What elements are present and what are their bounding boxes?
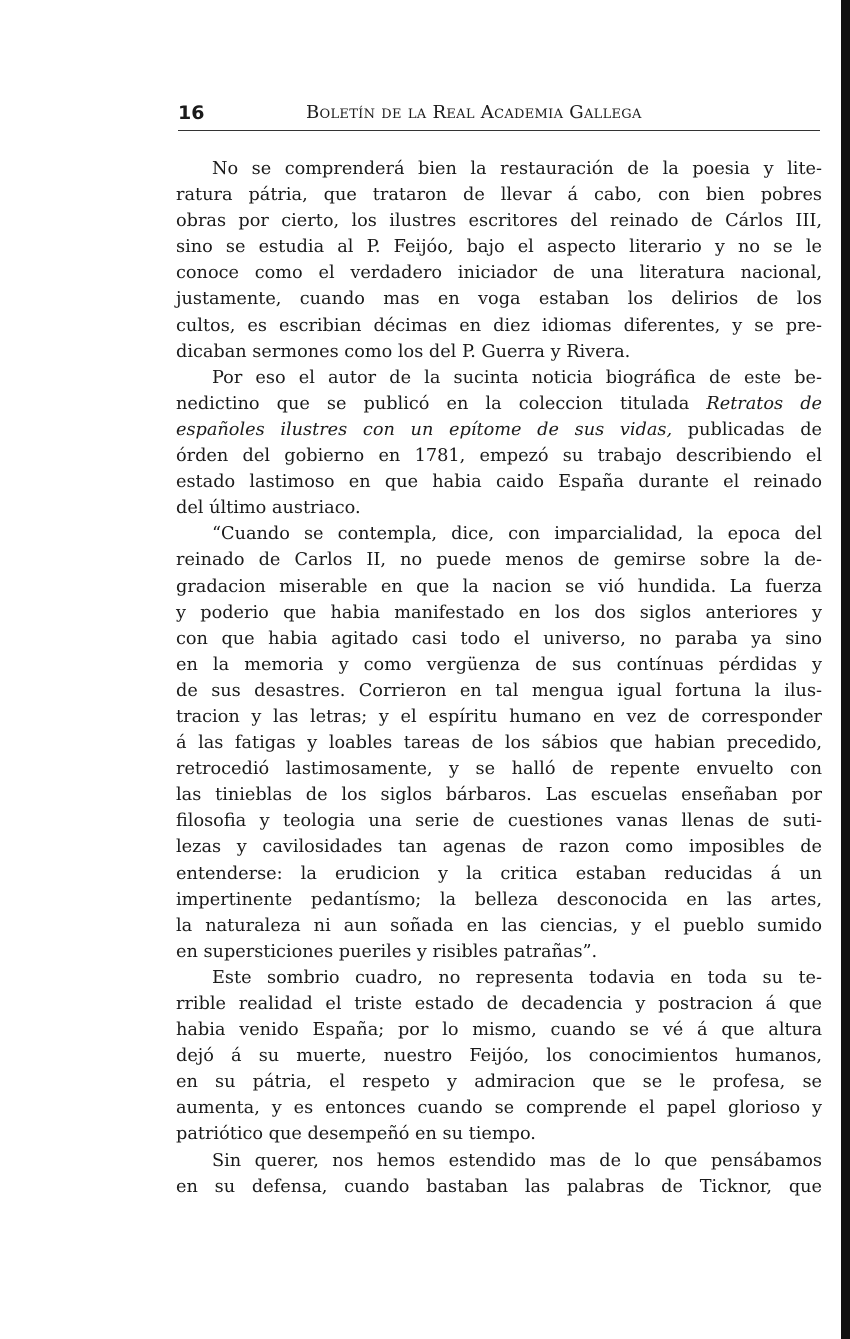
body-text: [176, 156, 822, 1200]
text-line: la naturaleza ni aun soñada en las ciencias, y el pueblo sumido: [176, 915, 822, 936]
running-title: Boletín de la Real Academia Gallega: [306, 102, 642, 123]
text-line: en su defensa, cuando bastaban las palabras de Ticknor, que: [176, 1176, 822, 1197]
text-line: justamente, cuando mas en voga estaban los delirios de los: [176, 289, 822, 310]
text-line: órden del gobierno en 1781, empezó su trabajo describiendo el: [176, 446, 822, 467]
text-line: de sus desastres. Corrieron en tal mengua igual fortuna la ilus-: [176, 680, 822, 701]
text-line: del último austriaco.: [176, 498, 361, 519]
text-line: tracion y las letras; y el espíritu humano en vez de corresponder: [176, 706, 822, 727]
text-line: aumenta, y es entonces cuando se comprende el papel glorioso y: [176, 1098, 822, 1119]
text-line: impertinente pedantísmo; la belleza desconocida en las artes,: [176, 889, 822, 910]
text-line: ratura pátria, que trataron de llevar á cabo, con bien pobres: [176, 185, 822, 206]
text-line: conoce como el verdadero iniciador de una literatura nacional,: [176, 263, 822, 284]
text-line: obras por cierto, los ilustres escritores del reinado de Cárlos III,: [176, 211, 822, 232]
text-line: dejó á su muerte, nuestro Feijóo, los conocimientos humanos,: [176, 1046, 822, 1067]
text-line: reinado de Carlos II, no puede menos de gemirse sobre la de-: [176, 550, 822, 571]
text-line: estado lastimoso en que habia caido España durante el reinado: [176, 472, 822, 493]
text-line: rrible realidad el triste estado de decadencia y postracion á que: [176, 994, 822, 1014]
text-line: y poderio que habia manifestado en los dos siglos anteriores y: [176, 602, 822, 623]
text-line: á las fatigas y loables tareas de los sábios que habian precedido,: [176, 733, 822, 754]
page-edge-shadow: [841, 0, 850, 1339]
text-line: sino se estudia al P. Feijóo, bajo el aspecto literario y no se le: [176, 237, 822, 258]
text-line: entenderse: la erudicion y la critica estaban reducidas á un: [176, 863, 822, 884]
text-line: en su pátria, el respeto y admiracion que se le profesa, se: [176, 1072, 822, 1093]
text-line: lezas y cavilosidades tan agenas de razon como imposibles de: [176, 837, 822, 858]
text-line: [176, 417, 822, 443]
book-title-italic: españoles ilustres con un epítome de sus vidas,: [176, 419, 673, 440]
text-line: las tinieblas de los siglos bárbaros. Las escuelas enseñaban por: [176, 785, 822, 806]
paragraph-3-quotation: [176, 521, 822, 965]
text-line: habia venido España; por lo mismo, cuando se vé á que altura: [176, 1020, 822, 1041]
text-line: filosofia y teologia una serie de cuestiones vanas llenas de suti-: [176, 811, 822, 832]
text-line: patriótico que desempeñó en su tiempo.: [176, 1124, 536, 1145]
text-line: Sin querer, nos hemos estendido mas de lo que pensábamos: [212, 1150, 822, 1171]
text-line: No se comprenderá bien la restauración de la poesia y lite-: [212, 159, 822, 179]
paragraph-4: [176, 965, 822, 1148]
text-line: retrocedió lastimosamente, y se halló de repente envuelto con: [176, 759, 822, 780]
page-header: [178, 100, 820, 131]
text-line: con que habia agitado casi todo el universo, no paraba ya sino: [176, 628, 822, 649]
text-line: en la memoria y como vergüenza de sus contínuas pérdidas y: [176, 654, 822, 675]
text-line: dicaban sermones como los del P. Guerra y Rivera.: [176, 341, 631, 362]
text-run: nedictino que se publicó en la coleccion titulada: [176, 393, 707, 414]
page-number: 16: [178, 102, 205, 124]
text-line: [176, 391, 822, 417]
paragraph-2: [176, 365, 822, 522]
text-line: cultos, es escribian décimas en diez idiomas diferentes, y se pre-: [176, 315, 822, 336]
paragraph-5: [176, 1148, 822, 1200]
text-line: gradacion miserable en que la nacion se vió hundida. La fuerza: [176, 576, 822, 597]
text-line: en supersticiones pueriles y risibles patrañas”.: [176, 941, 598, 962]
text-line: “Cuando se contempla, dice, con imparcialidad, la epoca del: [212, 524, 822, 545]
text-line: Por eso el autor de la sucinta noticia biográfica de este be-: [212, 367, 822, 388]
text-run: publicadas de: [672, 419, 823, 440]
book-title-italic: Retratos de: [706, 393, 823, 414]
paragraph-1: [176, 156, 822, 365]
text-line: Este sombrio cuadro, no representa todavia en toda su te-: [212, 967, 822, 988]
